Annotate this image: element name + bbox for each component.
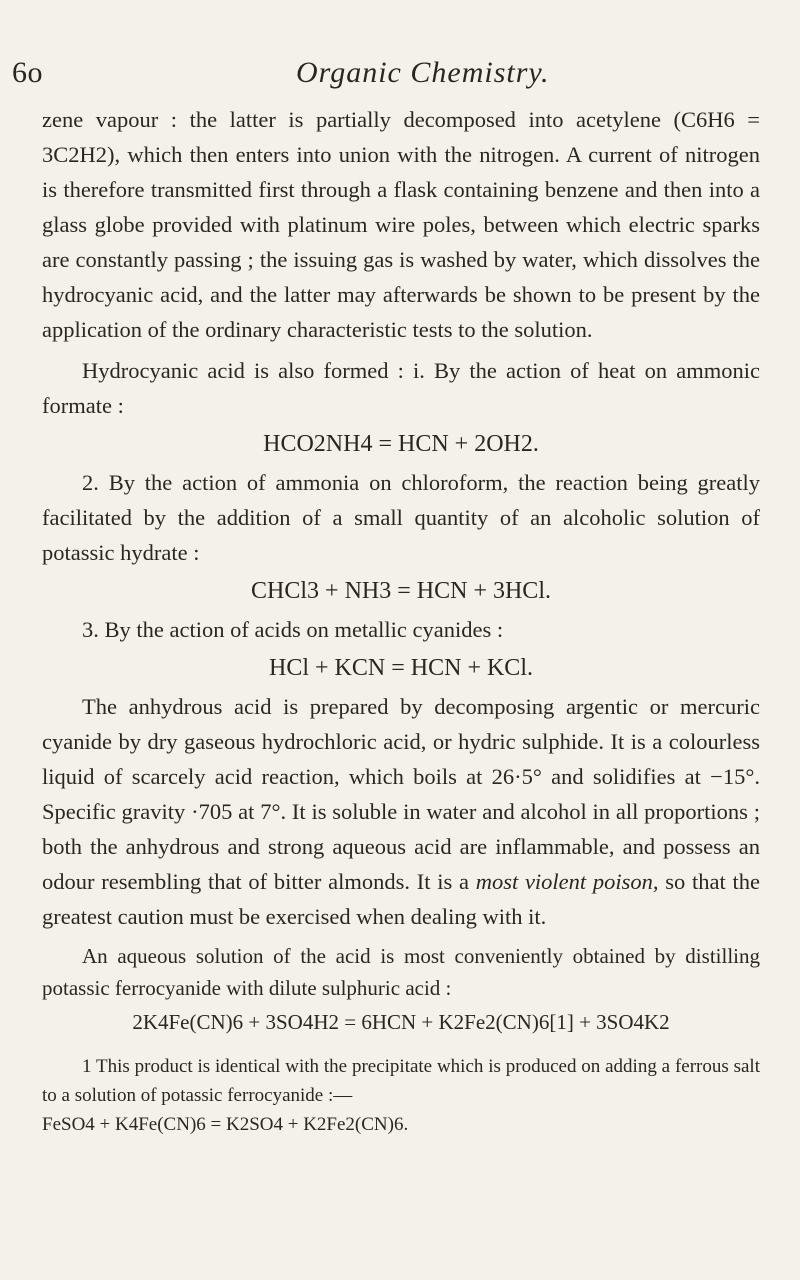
paragraph-metallic-cyanides: 3. By the action of acids on metallic cyanides : xyxy=(82,617,504,642)
paragraph-formation-methods: Hydrocyanic acid is also formed : i. By the action of heat on ammonic formate : xyxy=(42,358,760,418)
equation-chloroform: CHCl3 + NH3 = HCN + 3HCl. xyxy=(251,578,551,604)
running-title: Organic Chemistry. xyxy=(296,56,550,89)
page-header xyxy=(0,56,800,96)
paragraph-anhydrous-acid xyxy=(42,689,760,934)
paragraph-chloroform-method: 2. By the action of ammonia on chloroform, the reaction being greatly facilitated by the addition of a small quantity of an alcoholic solution of potassic hydrate : xyxy=(42,470,760,565)
anhydrous-text-a: The anhydrous acid is prepared by decomposing argentic or mercuric cyanide by dry gaseous hydrochloric acid, or hydric sulphide. It is a colourless liquid of scarcely acid reaction, which boils at 26·5° and solidifies at −15°. Specific gravity ·705 at 7°. It is soluble in water and alcohol in all proportions ; both the anhydrous and strong aqueous acid are inflammable, and possess an odour resembling that of bitter almonds. It is a xyxy=(42,694,760,894)
footnote: 1 This product is identical with the precipitate which is produced on adding a ferrous salt to a solution of potassic ferrocyanide :— xyxy=(42,1056,760,1106)
equation-metallic-cyanide: HCl + KCN = HCN + KCl. xyxy=(269,655,533,681)
paragraph-aqueous-solution: An aqueous solution of the acid is most conveniently obtained by distilling potassic ferrocyanide with dilute sulphuric acid : xyxy=(42,944,760,1000)
equation-ferrocyanide: 2K4Fe(CN)6 + 3SO4H2 = 6HCN + K2Fe2(CN)6[1] + 3SO4K2 xyxy=(132,1010,670,1034)
anhydrous-text-b: so that the greatest caution must be exercised when dealing with it. xyxy=(42,869,761,929)
paragraph-benzene-acetylene: zene vapour : the latter is partially decomposed into acetylene (C6H6 = 3C2H2), which then enters into union with the nitrogen. A current of nitrogen is therefore transmitted first through a flask containing benzene and then into a glass globe provided with platinum wire poles, between which electric sparks are constantly passing ; the issuing gas is washed by water, which dissolves the hydrocyanic acid, and the latter may afterwards be shown to be present by the application of the ordinary characteristic tests to the solution. xyxy=(42,107,760,342)
warning-emphasis: most violent poison, xyxy=(475,869,659,894)
page-number: 6o xyxy=(12,56,43,89)
footnote-equation: FeSO4 + K4Fe(CN)6 = K2SO4 + K2Fe2(CN)6. xyxy=(42,1114,409,1135)
body-text xyxy=(42,102,760,1139)
equation-ammonic-formate: HCO2NH4 = HCN + 2OH2. xyxy=(263,431,539,457)
